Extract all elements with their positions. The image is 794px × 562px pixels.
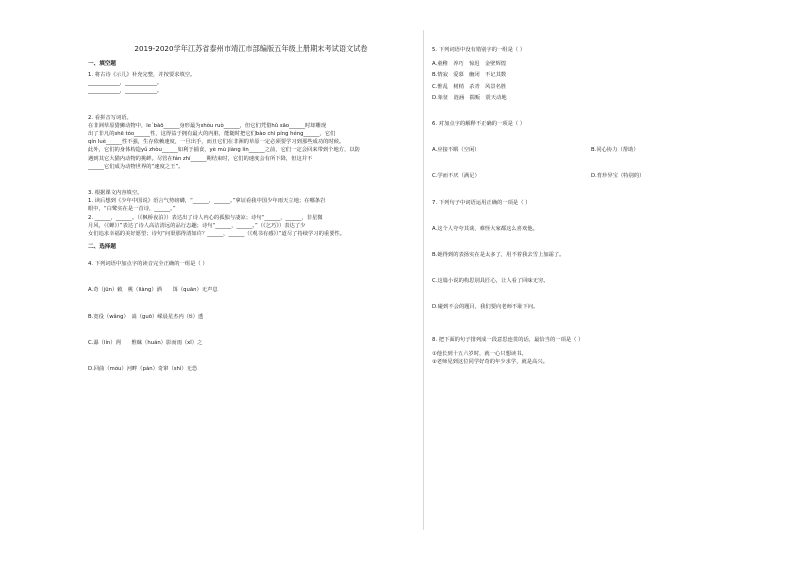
q6-option-c: C.学而不厌（满足） [432,173,480,180]
section-fill-blank: 一、填空题 [88,61,116,67]
q3-text-line: 月风，（《蝉》）”表达了诗人高洁清远的品行志趣；诗句“______，______。”（《乞巧》）表达了少 [88,222,306,229]
section-multiple-choice: 二、选择题 [88,244,116,251]
q8-stem: 8. 把下面的句子排列成一段意思连贯的话，最恰当的一项是（ ） [432,336,584,343]
q3-text-line: 2. ______，______。（《枫桥夜泊》）表达出了诗人内心的孤独与凄凉；诗句“______，______，非星微 [88,214,323,221]
q7-option-a: A.这个人夸夸其谈，难怪大家都这么喜欢他。 [432,225,538,232]
exam-title: 2019-2020学年江苏省泰州市靖江市部编版五年级上册期末考试语文试卷 [134,44,368,53]
q6-options-row [432,146,750,154]
q7-option-d: D.碰到不会的题目，我们要向老师不耻下问。 [432,304,539,311]
q5-stem: 5. 下列词语中没有错别字的一组是（ ） [432,47,526,53]
q1-blank-line: ____________，____________。 [88,80,163,87]
q3-text-line: 眼中，“白鹭实在是一首诗，______。” [88,206,176,213]
q3-text-line: 1. 读后想到《少年中国说》语言气势磅礴，“______，______。”拿证看我中国少年雨天立地；在哪条岩 [88,198,326,205]
q4-option-b: B.宽役（wǎng） 嵩（guō）嵘晨星杰内（tì）透 [88,313,204,320]
q7-option-c: C.这篇小说的构思别具匠心，让人看了回味无穷。 [432,278,549,285]
q5-option-d: D.象征 涟涵 揣贩 震天动地 [432,94,507,101]
q2-text-line: 在非洲草原猎狮动物中，leˊbàō______身形最为shòu ruò______，但它们凭借hǔ sāo______时却雕现 [88,122,327,129]
q2-text-line: qín luè______性不强，生存依赖速度，一旦出手，而且它们在非洲的草原一定必须要学习到那些成功的时候。 [88,139,345,146]
q3-stem: 3. 根据课文内容填空。 [88,190,143,197]
q8-sentence-2: ②老师见到这位同学好奇的年少求学，就是高兴。 [432,359,548,366]
q6-stem: 6. 对加点字的解释不正确的一项是（ ） [432,121,526,128]
q6-options-row [432,172,750,180]
q2-text-line: 遇到其它大猫内动物的挑衅。尽管在fán zhí______期结束时，它们的速度会有所下降，但这并不 [88,155,313,162]
q5-option-b: B.情寂 爱慕 幽闭 不记其数 [432,72,507,79]
q2-text-line: 出了非凡的shē tóo______性，这得益于拥有最大的内脏，能随时把它们bào chì píng héng______，它们 [88,131,336,138]
q7-option-b: B.她得到的表扬实在是太多了，用不着我去雪上加霜了。 [432,252,565,259]
q5-option-a: A.童稚 养巧 惊迟 金壁辉煌 [432,61,507,68]
q5-option-c: C.惟乱 树梢 杀青 风景名胜 [432,83,507,90]
right-column [432,40,750,366]
q6-option-d: D.育珍异宝（特别的） [591,173,645,180]
q4-stem: 4. 下列词语中加点字的读音完全正确的一组是（ ） [88,261,208,268]
q4-option-d: D.回曲（móu）河畔（pàn）奇窜（shì）无恐 [88,366,198,373]
q2-text-line: 此外，它们的身体构造yǔ zhòu______如利于捕食，yè mù jiàng lín______之前，它们一定会回来带到个地方，以防 [88,147,360,154]
q3-text-line: 女们追求幸福的美好愿望；诗句“问渠那得清如许？______，______（《观书有感》）”道尽了持续学习的重要性。 [88,231,346,238]
q1-blank-line: ____________，____________。 [88,88,163,95]
q4-option-c: C.瀑（lín）洌 惟睐（huán）影而雨（xǐ）之 [88,339,203,346]
q4-option-a: A.奇（jūn）敕 桃（liàng）酒 饵（quān）无声息 [88,287,218,294]
left-column [88,40,414,373]
q2-text-line: ______它们成为动物世界的“速度之王”。 [88,163,184,170]
q8-sentence-1: ①他长到十五六岁时，就一心只想读书。 [432,350,527,357]
column-divider [423,30,424,530]
q6-option-a: A.应接不暇（空闲） [432,147,480,154]
q1-stem: 1. 将古诗《示儿》补充完整，并按要求填空。 [88,72,196,78]
q7-stem: 7. 下列句子中词语运用正确的一项是（ ） [432,199,531,206]
q6-option-b: B.同心协力（帮助） [591,147,639,154]
q2-stem: 2. 看拼音写词语。 [88,114,132,121]
